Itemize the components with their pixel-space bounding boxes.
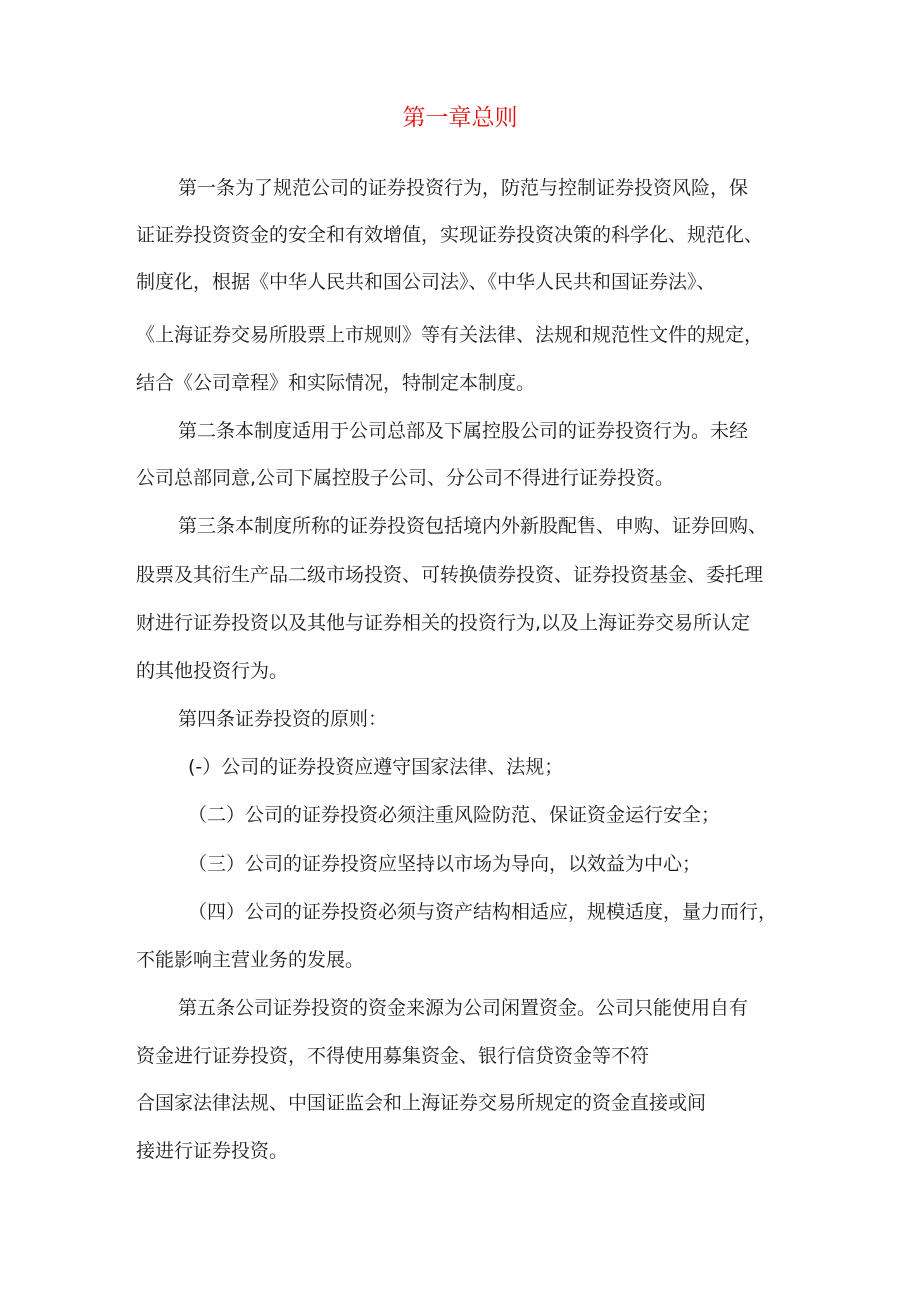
paragraph-line: 的其他投资行为。 [136,660,289,682]
paragraph-line: 股票及其衍生产品二级市场投资、可转换债券投资、证券投资基金、委托理 [136,564,764,586]
paragraph-line: 第四条证券投资的原则： [178,708,388,730]
paragraph-line: 接进行证券投资。 [136,1140,289,1162]
paragraph-line: 《上海证券交易所股票上市规则》等有关法律、法规和规范性文件的规定， [136,324,764,346]
paragraph-line: 不能影响主营业务的发展。 [136,949,365,971]
list-item: （三）公司的证券投资应坚持以市场为导向，以效益为中心； [188,853,702,875]
paragraph-line: 结合《公司章程》和实际情况，特制定本制度。 [136,372,536,394]
paragraph-line: 证证券投资资金的安全和有效增值，实现证券投资决策的科学化、规范化、 [136,224,764,246]
paragraph-line: 第一条为了规范公司的证券投资行为，防范与控制证券投资风险，保 [178,177,749,199]
list-item: (-）公司的证券投资应遵守国家法律、法规； [188,756,564,778]
paragraph-line: 合国家法律法规、中国证监会和上海证券交易所规定的资金直接或间 [136,1092,707,1114]
paragraph-line: 财进行证券投资以及其他与证券相关的投资行为,以及上海证券交易所认定 [136,612,751,634]
paragraph-line: 第三条本制度所称的证券投资包括境内外新股配售、申购、证券回购、 [178,515,768,537]
paragraph-line: 公司总部同意,公司下属控股子公司、分公司不得进行证券投资。 [136,467,675,489]
list-item: （二）公司的证券投资必须注重风险防范、保证资金运行安全； [188,804,721,826]
list-item: （四）公司的证券投资必须与资产结构相适应，规模适度，量力而行， [188,901,778,923]
paragraph-line: 第二条本制度适用于公司总部及下属控股公司的证券投资行为。未经 [178,420,749,442]
chapter-title: 第一章总则 [402,105,518,131]
paragraph-line: 资金进行证券投资，不得使用募集资金、银行信贷资金等不符 [136,1045,650,1067]
paragraph-line: 第五条公司证券投资的资金来源为公司闲置资金。公司只能使用自有 [178,997,749,1019]
paragraph-line: 制度化，根据《中华人民共和国公司法》、《中华人民共和国证券法》、 [136,271,716,293]
